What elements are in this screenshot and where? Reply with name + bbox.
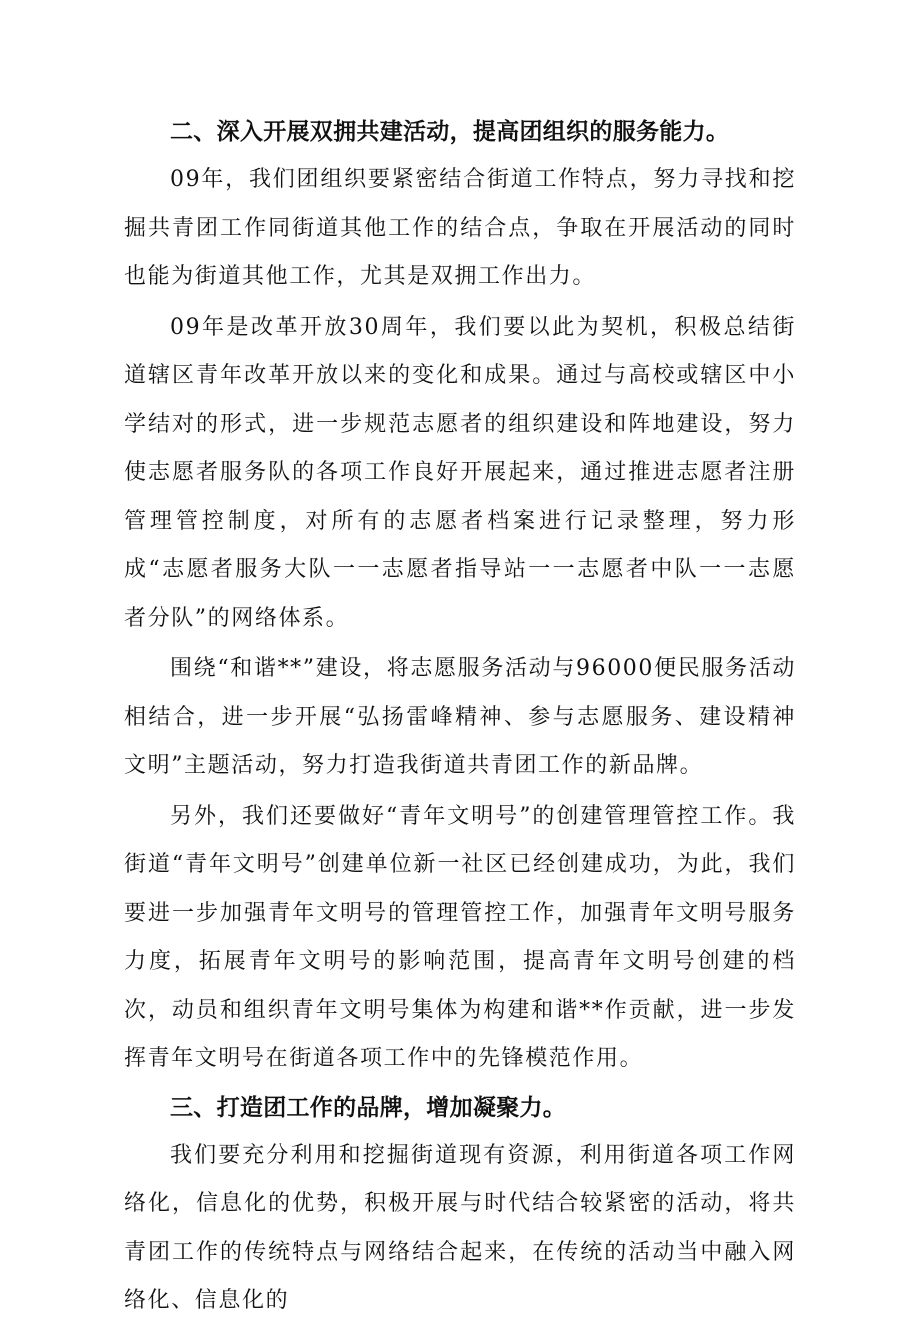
paragraph-2: 09年是改革开放30周年，我们要以此为契机，积极总结街道辖区青年改革开放以来的变化和成果。通过与高校或辖区中小学结对的形式，进一步规范志愿者的组织建设和阵地建设，努力使志愿者服务队的各项工作良好开展起来，通过推进志愿者注册管理管控制度，对所有的志愿者档案进行记录整理，努力形成“志愿者服务大队一一志愿者指导站一一志愿者中队一一志愿者分队”的网络体系。 <box>124 314 796 631</box>
section-heading-3: 三、打造团工作的品牌，增加凝聚力。 <box>170 1094 567 1121</box>
paragraph-3: 围绕“和谐**”建设，将志愿服务活动与96000便民服务活动相结合，进一步开展“弘扬雷峰精神、参与志愿服务、建设精神文明”主题活动，努力打造我街道共青团工作的新品牌。 <box>124 656 796 778</box>
paragraph-5: 我们要充分利用和挖掘街道现有资源，利用街道各项工作网络化，信息化的优势，积极开展与时代结合较紧密的活动，将共青团工作的传统特点与网络结合起来，在传统的活动当中融入网络化、信息化的 <box>124 1142 796 1313</box>
paragraph-4: 另外，我们还要做好“青年文明号”的创建管理管控工作。我街道“青年文明号”创建单位新一社区已经创建成功，为此，我们要进一步加强青年文明号的管理管控工作，加强青年文明号服务力度，拓展青年文明号的影响范围，提高青年文明号创建的档次，动员和组织青年文明号集体为构建和谐**作贡献，进一步发挥青年文明号在街道各项工作中的先锋模范作用。 <box>124 803 796 1071</box>
document-page <box>124 108 796 1326</box>
section-heading-2: 二、深入开展双拥共建活动，提高团组织的服务能力。 <box>170 119 730 145</box>
paragraph-1: 09年，我们团组织要紧密结合街道工作特点，努力寻找和挖掘共青团工作同街道其他工作的结合点，争取在开展活动的同时也能为街道其他工作，尤其是双拥工作出力。 <box>124 167 796 289</box>
